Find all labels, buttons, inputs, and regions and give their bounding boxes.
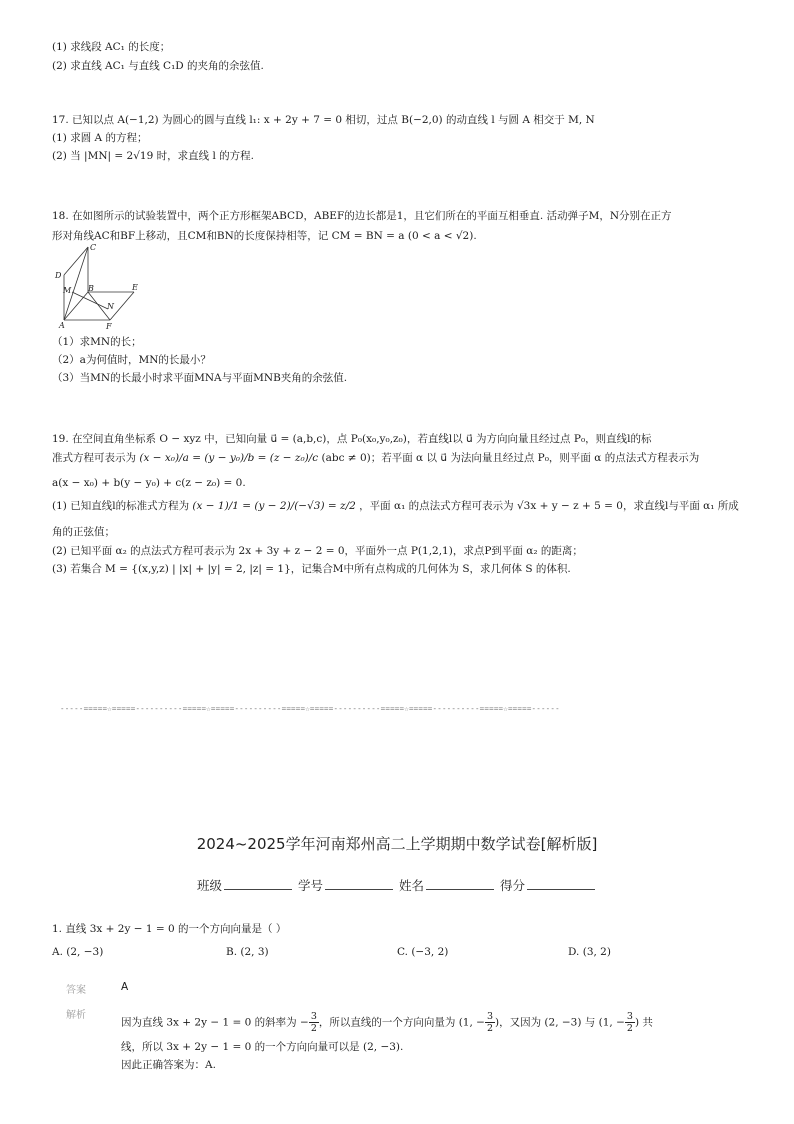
frac-num: 3 [310,1011,317,1022]
fig-label-b: B [88,284,94,293]
fraction-3-2-b [485,1011,495,1034]
q19-line2 [52,451,699,465]
field-id-label: 学号 [297,878,323,893]
q19-line2-tail: (abc ≠ 0)；若平面 α 以 u⃗ 为法向量且经过点 P₀，则平面 α 的点法式方程表示为 [321,452,700,464]
q18-stem-line2: 形对角线AC和BF上移动，且CM和BN的长度保持相等，记 CM = BN = a (0 < a < √2). [52,230,477,242]
q19-line6: (2) 已知平面 α₂ 的点法式方程可表示为 2x + 3y + z − 2 = 0，平面外一点 P(1,2,1)，求点P到平面 α₂ 的距离； [52,545,583,557]
q18-figure [50,242,150,334]
q1-option-c: C. (−3, 2) [397,946,449,958]
q19-line7: (3) 若集合 M = {(x,y,z) | |x| + |y| = 2, |z| = 1}，记集合M中所有点构成的几何体为 S，求几何体 S 的体积. [52,563,571,575]
frac-den: 2 [310,1023,317,1034]
q19-line3: a(x − x₀) + b(y − y₀) + c(z − z₀) = 0. [52,477,246,489]
field-name-label: 姓名 [398,878,424,893]
q19-line4-lead: (1) 已知直线l的标准式方程为 [52,500,190,512]
q19-line4-equation: (x − 1)/1 = (y − 2)/(−√3) = z/2 [192,500,356,512]
analysis-1d: ) 共 [634,1016,653,1029]
answer-value: A [121,981,129,993]
fraction-3-2-a [309,1011,319,1034]
field-score-label: 得分 [499,878,525,893]
q19-line1: 19. 在空间直角坐标系 O − xyz 中，已知向量 u⃗ = (a,b,c)，点 P₀(x₀,y₀,z₀)，若直线l以 u⃗ 为方向向量且经过点 P₀，则直线l的标 [52,433,652,445]
q18-part3: （3）当MN的长最小时求平面MNA与平面MNB夹角的余弦值. [52,372,348,384]
q1-option-a: A. (2, −3) [52,946,104,958]
field-id-blank[interactable] [325,877,393,890]
analysis-1b: ，所以直线的一个方向向量为 (1, − [318,1016,485,1029]
q17-stem: 17. 已知以点 A(−1,2) 为圆心的圆与直线 l₁: x + 2y + 7 = 0 相切，过点 B(−2,0) 的动直线 l 与圆 A 相交于 M, N [52,114,595,126]
fig-label-n: N [107,302,114,311]
analysis-label: 解析 [66,1010,86,1021]
frac-num: 3 [486,1011,493,1022]
frac-den: 2 [626,1023,633,1034]
q16-part2: (2) 求直线 AC₁ 与直线 C₁D 的夹角的余弦值. [52,60,264,72]
frac-num: 3 [626,1011,633,1022]
student-info-fields [0,876,794,894]
analysis-1a: 因为直线 3x + 2y − 1 = 0 的斜率为 − [121,1016,309,1029]
answer-label: 答案 [66,985,86,996]
q18-stem-line1: 18. 在如图所示的试验装置中，两个正方形框架ABCD，ABEF的边长都是1，且它们所在的平面互相垂直. 活动弹子M，N分别在正方 [52,210,672,222]
fig-label-m: M [63,286,72,295]
fraction-3-2-c [625,1011,635,1034]
q19-line2-lead: 准式方程可表示为 [52,452,136,464]
q19-line5: 角的正弦值； [52,526,115,538]
q1-option-b: B. (2, 3) [226,946,269,958]
field-class-label: 班级 [196,878,222,893]
q19-line4 [52,499,739,513]
analysis-line2: 线，所以 3x + 2y − 1 = 0 的一个方向向量可以是 (2, −3). [121,1041,404,1053]
field-class-blank[interactable] [224,877,292,890]
fig-label-e: E [132,283,138,292]
q18-part1: （1）求MN的长； [52,336,142,348]
fig-label-f: F [106,322,112,331]
exam-title: 2024~2025学年河南郑州高二上学期期中数学试卷[解析版] [196,835,598,853]
section-separator: -----=====☆=====----------=====☆=====----------=====☆=====----------=====☆=====----------=====☆=====------ [60,704,560,713]
q1-stem: 1. 直线 3x + 2y − 1 = 0 的一个方向向量是（ ） [52,923,287,935]
q17-part1: (1) 求圆 A 的方程； [52,132,148,144]
analysis-line3: 因此正确答案为：A. [121,1059,216,1071]
q19-line4-tail: ，平面 α₁ 的点法式方程可表示为 √3x + y − z + 5 = 0，求直线l与平面 α₁ 所成 [359,500,739,512]
q16-part1: (1) 求线段 AC₁ 的长度； [52,41,171,53]
q18-part2: （2）a为何值时，MN的长最小？ [52,354,211,366]
q1-option-d: D. (3, 2) [568,946,611,958]
fig-label-d: D [55,271,62,280]
fig-label-c: C [90,243,97,252]
analysis-line1 [121,1011,653,1034]
q19-standard-equation: (x − x₀)/a = (y − y₀)/b = (z − z₀)/c [139,452,319,464]
frac-den: 2 [486,1023,493,1034]
fig-label-a: A [59,321,65,330]
analysis-1c: )，又因为 (2, −3) 与 (1, − [495,1016,625,1029]
q17-part2: (2) 当 |MN| = 2√19 时，求直线 l 的方程. [52,150,254,162]
field-name-blank[interactable] [426,877,494,890]
field-score-blank[interactable] [527,877,595,890]
